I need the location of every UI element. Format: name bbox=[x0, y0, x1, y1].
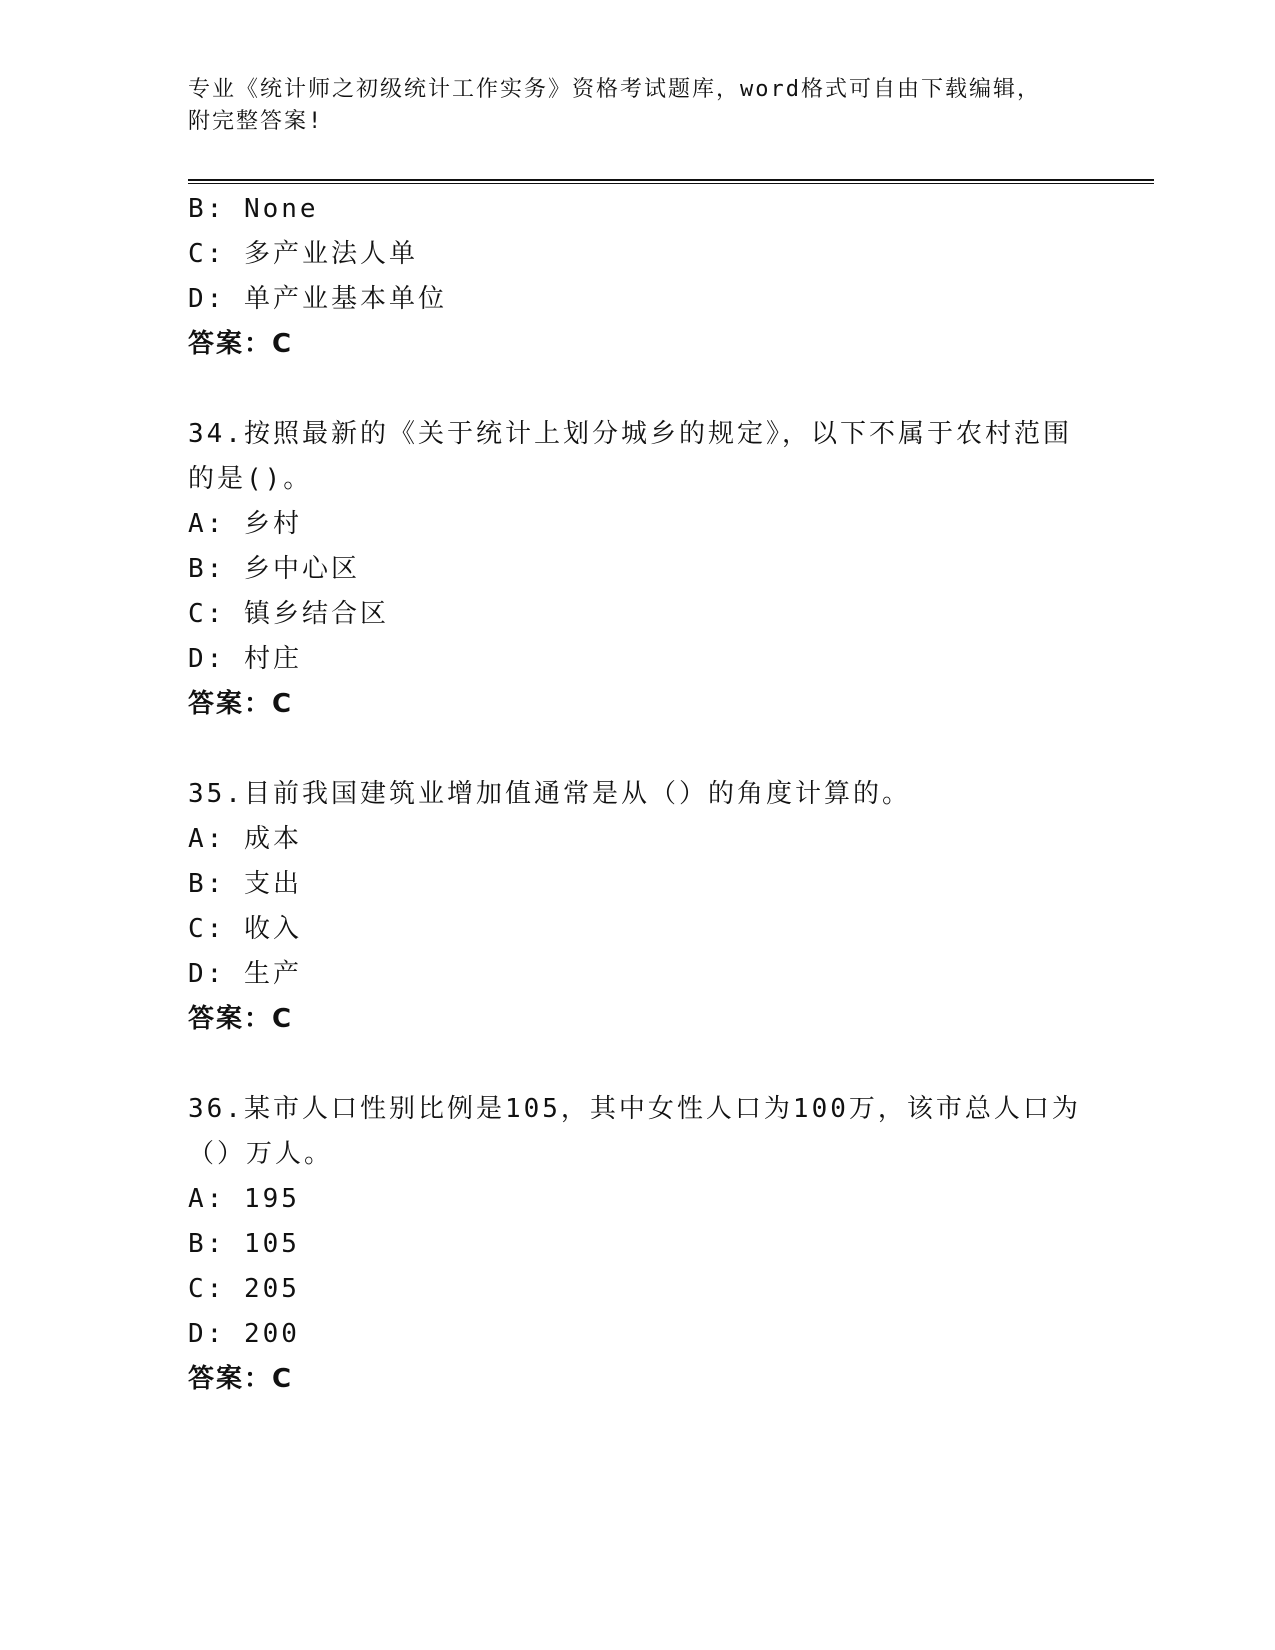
header-title-line-1: 专业《统计师之初级统计工作实务》资格考试题库，word格式可自由下载编辑， bbox=[188, 77, 1041, 102]
question-36-option-d: D: 200 bbox=[188, 1319, 300, 1349]
option-c: C: 多产业法人单 bbox=[188, 239, 418, 269]
question-34-option-b: B: 乡中心区 bbox=[188, 554, 360, 584]
question-36-stem-line-2: （）万人。 bbox=[188, 1139, 334, 1169]
question-36-option-c: C: 205 bbox=[188, 1274, 300, 1304]
question-34-stem-line-1: 34.按照最新的《关于统计上划分城乡的规定》，以下不属于农村范围 bbox=[188, 419, 1072, 449]
page-header bbox=[188, 74, 1088, 138]
answer-line: 答案：C bbox=[188, 329, 294, 359]
header-divider bbox=[188, 179, 1154, 183]
question-34-stem-line-2: 的是()。 bbox=[188, 464, 313, 494]
question-34-answer: 答案：C bbox=[188, 689, 294, 719]
question-34-option-c: C: 镇乡结合区 bbox=[188, 599, 389, 629]
question-35-stem-line-1: 35.目前我国建筑业增加值通常是从（）的角度计算的。 bbox=[188, 779, 911, 809]
question-35-option-b: B: 支出 bbox=[188, 869, 302, 899]
question-34-option-a: A: 乡村 bbox=[188, 509, 302, 539]
question-35-option-a: A: 成本 bbox=[188, 824, 302, 854]
option-b: B: None bbox=[188, 194, 319, 224]
question-35-option-c: C: 收入 bbox=[188, 914, 302, 944]
question-34-option-d: D: 村庄 bbox=[188, 644, 302, 674]
question-36-stem-line-1: 36.某市人口性别比例是105，其中女性人口为100万，该市总人口为 bbox=[188, 1094, 1081, 1124]
header-title-line-2: 附完整答案! bbox=[188, 109, 324, 134]
question-36-answer: 答案：C bbox=[188, 1364, 294, 1394]
question-36-option-a: A: 195 bbox=[188, 1184, 300, 1214]
question-35-option-d: D: 生产 bbox=[188, 959, 302, 989]
option-d: D: 单产业基本单位 bbox=[188, 284, 447, 314]
question-36-option-b: B: 105 bbox=[188, 1229, 300, 1259]
question-35-answer: 答案：C bbox=[188, 1004, 294, 1034]
